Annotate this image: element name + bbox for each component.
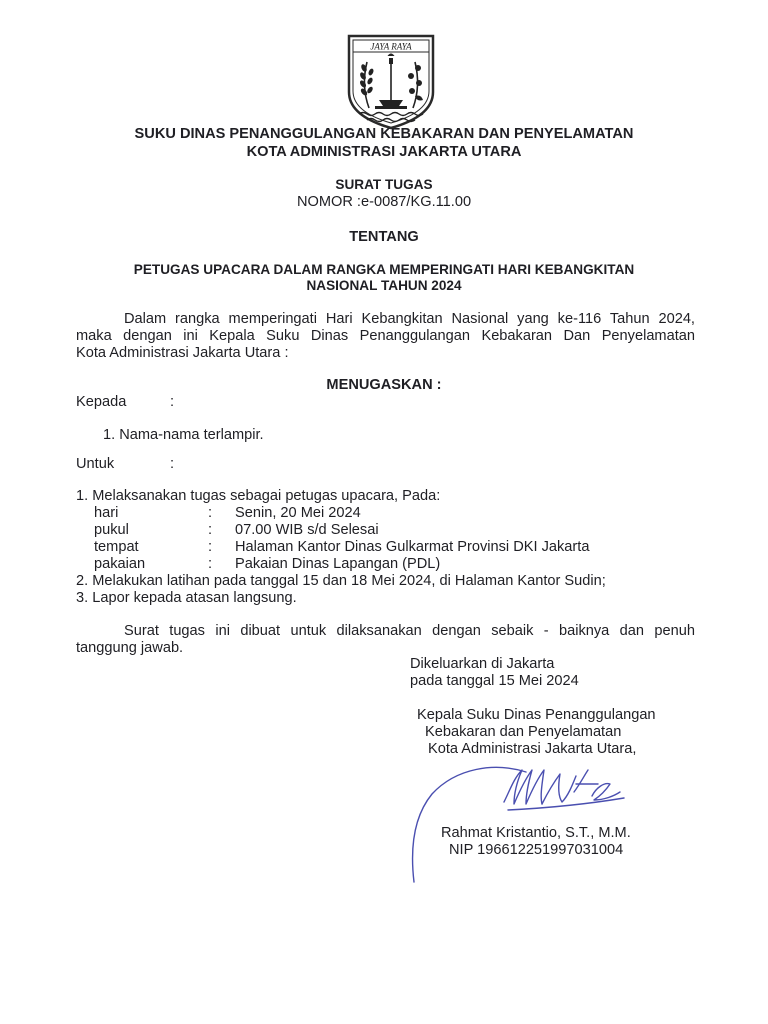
- task-item-2: 2. Melakukan latihan pada tanggal 15 dan 18 Mei 2024, di Halaman Kantor Sudin;: [76, 573, 606, 589]
- letter-heading: SURAT TUGAS: [335, 177, 433, 192]
- detail-value: Halaman Kantor Dinas Gulkarmat Provinsi DKI Jakarta: [235, 539, 590, 555]
- untuk-label: Untuk: [76, 456, 115, 472]
- detail-value: 07.00 WIB s/d Selesai: [235, 522, 379, 538]
- svg-text:JAYA RAYA: JAYA RAYA: [370, 41, 412, 52]
- subject-line1: PETUGAS UPACARA DALAM RANGKA MEMPERINGATI HARI KEBANGKITAN: [133, 262, 635, 277]
- closing-line2: tanggung jawab.: [76, 640, 184, 656]
- letter-number: NOMOR :e-0087/KG.11.00: [296, 194, 472, 210]
- agency-name-line2: KOTA ADMINISTRASI JAKARTA UTARA: [246, 144, 522, 160]
- intro-line2: maka dengan ini Kepala Suku Dinas Penanggulangan Kebakaran Dan Penyelamatan: [76, 328, 695, 344]
- signatory-title-line1: Kepala Suku Dinas Penanggulangan: [417, 707, 656, 723]
- assign-heading: MENUGASKAN :: [326, 377, 442, 393]
- issued-place: Dikeluarkan di Jakarta: [410, 656, 555, 672]
- untuk-colon: :: [170, 456, 175, 472]
- signatory-name: Rahmat Kristantio, S.T., M.M.: [441, 825, 631, 841]
- detail-colon: :: [208, 556, 213, 572]
- signatory-nip: NIP 196612251997031004: [449, 842, 624, 858]
- kepada-item: 1. Nama-nama terlampir.: [103, 427, 264, 443]
- handwritten-signature-icon: [408, 756, 638, 884]
- agency-name-line1: SUKU DINAS PENANGGULANGAN KEBAKARAN DAN PENYELAMATAN: [134, 126, 634, 142]
- intro-line3: Kota Administrasi Jakarta Utara :: [76, 345, 289, 361]
- detail-label: tempat: [94, 539, 139, 555]
- kepada-colon: :: [170, 394, 175, 410]
- issued-date: pada tanggal 15 Mei 2024: [410, 673, 579, 689]
- detail-label: hari: [94, 505, 119, 521]
- detail-value: Senin, 20 Mei 2024: [235, 505, 361, 521]
- detail-colon: :: [208, 522, 213, 538]
- signatory-title-line2: Kebakaran dan Penyelamatan: [425, 724, 622, 740]
- intro-line1: Dalam rangka memperingati Hari Kebangkitan Nasional yang ke-116 Tahun 2024,: [124, 311, 695, 327]
- subject-line2: NASIONAL TAHUN 2024: [306, 278, 462, 293]
- detail-label: pakaian: [94, 556, 146, 572]
- task-item-1: 1. Melaksanakan tugas sebagai petugas upacara, Pada:: [76, 488, 441, 504]
- jakarta-emblem-icon: [345, 34, 437, 130]
- detail-value: Pakaian Dinas Lapangan (PDL): [235, 556, 441, 572]
- kepada-label: Kepada: [76, 394, 127, 410]
- closing-line1: Surat tugas ini dibuat untuk dilaksanakan dengan sebaik - baiknya dan penuh: [124, 623, 695, 639]
- signatory-title-line3: Kota Administrasi Jakarta Utara,: [428, 741, 637, 757]
- detail-colon: :: [208, 539, 213, 555]
- detail-colon: :: [208, 505, 213, 521]
- detail-label: pukul: [94, 522, 129, 538]
- task-item-3: 3. Lapor kepada atasan langsung.: [76, 590, 297, 606]
- about-heading: TENTANG: [349, 229, 419, 245]
